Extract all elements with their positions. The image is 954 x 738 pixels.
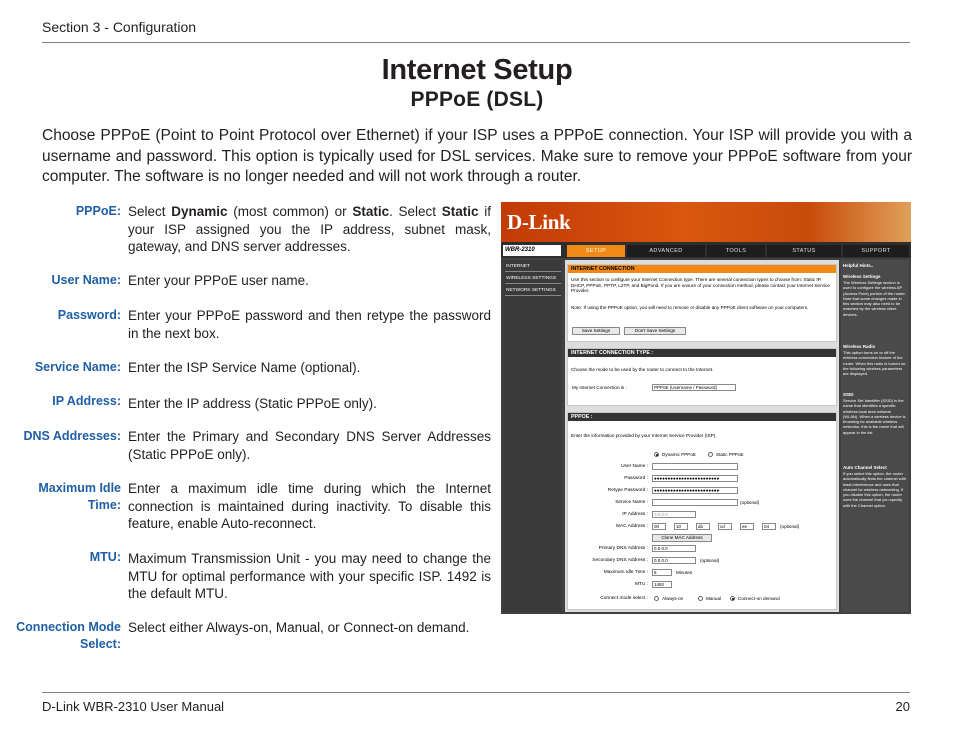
- mac-field-2[interactable]: 10: [674, 523, 688, 530]
- dynamic-pppoe-radio[interactable]: [654, 452, 659, 457]
- panel-title: PPPOE :: [568, 413, 836, 421]
- desc-mtu: Maximum Transmission Unit - you may need to change the MTU for optimal performance with your specific ISP. 1492 is the default MTU.: [128, 551, 491, 601]
- connect-mode-label: Connect mode select :: [600, 596, 648, 601]
- term-max-idle-time: Maximum Idle Time:: [38, 481, 121, 512]
- connection-type-select[interactable]: PPPoE (Username / Password): [652, 384, 736, 391]
- section-header: Section 3 - Configuration: [42, 19, 197, 35]
- help-acs-head: Auto Channel Select: [843, 465, 887, 470]
- secondary-dns-field[interactable]: 0.0.0.0: [652, 557, 696, 564]
- desc-max-idle-time: Enter a maximum idle time during which the Internet connection is maintained during inactivity. To disable this feature, enable Auto-reconnect.: [128, 481, 491, 531]
- tab-support[interactable]: SUPPORT: [843, 245, 909, 257]
- dlink-banner: [501, 202, 911, 242]
- panel-text: Use this section to configure your Internet Connection type. There are several connection types to choose from: Static IP, DHCP, PPPoE, PPTP, L2TP, and BigPond. If you are unsure of your connection method, please contact your Internet Service Provider.: [571, 277, 831, 294]
- password-field[interactable]: ●●●●●●●●●●●●●●●●●●●●●●●●: [652, 475, 738, 482]
- header-rule: [42, 42, 910, 43]
- minutes-label: Minutes: [676, 570, 693, 575]
- mac-field-1[interactable]: 00: [652, 523, 666, 530]
- connection-label: My Internet Connection is :: [572, 385, 627, 390]
- page-subtitle: PPPoE (DSL): [410, 88, 544, 111]
- save-settings-button[interactable]: Save Settings: [572, 327, 620, 335]
- tab-setup[interactable]: SETUP: [567, 245, 625, 257]
- desc-pppoe: Select Dynamic (most common) or Static. Select Static if your ISP assigned you the IP address, subnet mask, gateway, and DNS server addresses.: [128, 204, 491, 254]
- help-wireless-radio-text: This option turns on or off the wireless connection feature of the router. When this radio is turned on, the following wireless parameters are displayed.: [843, 350, 907, 377]
- optional-note: (optional): [740, 500, 760, 505]
- desc-dns-addresses: Enter the Primary and Secondary DNS Server Addresses (Static PPPoE only).: [128, 429, 491, 462]
- mac-field-4[interactable]: cd: [718, 523, 732, 530]
- mtu-field[interactable]: 1492: [652, 581, 672, 588]
- user-name-label: User Name :: [621, 464, 648, 469]
- term-user-name: User Name:: [51, 273, 121, 287]
- connect-on-demand-label: Connect-on demand: [738, 596, 780, 601]
- always-on-radio[interactable]: [654, 596, 659, 601]
- desc-ip-address: Enter the IP address (Static PPPoE only).: [128, 396, 377, 411]
- sidebar-item-wireless[interactable]: WIRELESS SETTINGS: [505, 274, 561, 284]
- term-pppoe: PPPoE:: [75, 204, 121, 218]
- router-sidebar: [503, 260, 561, 612]
- optional-note: (optional): [700, 558, 720, 563]
- static-pppoe-label: Static PPPoE: [716, 452, 744, 457]
- max-idle-field[interactable]: 5: [652, 569, 672, 576]
- dlink-logo: D-Link: [507, 210, 571, 234]
- optional-note: (optional): [780, 524, 800, 529]
- mac-address-label: MAC Address :: [616, 524, 648, 529]
- panel-pppoe: [567, 412, 837, 610]
- manual-label: Manual: [706, 596, 722, 601]
- panel-connection-type: [567, 348, 837, 406]
- footer-manual-title: D-Link WBR-2310 User Manual: [42, 699, 225, 714]
- max-idle-label: Maximum Idle Time :: [603, 570, 648, 575]
- panel-title: INTERNET CONNECTION: [568, 265, 836, 273]
- term-password: Password:: [57, 308, 121, 322]
- page-title: Internet Setup: [381, 54, 573, 86]
- mac-field-3[interactable]: ab: [696, 523, 710, 530]
- router-screenshot: [501, 202, 911, 614]
- term-connection-mode: Connection Mode Select:: [16, 620, 121, 651]
- help-wireless-settings-text: The Wireless Settings section is used to configure the wireless AP (Access Point) portion of the router. Note that some changes made in this section may also need to be matched by the wireless client devices.: [843, 280, 906, 317]
- helpful-hints-panel: [841, 260, 909, 612]
- help-wireless-radio-head: Wireless Radio: [843, 344, 876, 349]
- service-name-field[interactable]: [652, 499, 738, 506]
- panel-text: Choose the mode to be used by the router to connect to the Internet.: [571, 367, 714, 372]
- secondary-dns-label: Secondary DNS Address :: [592, 558, 648, 563]
- retype-password-field[interactable]: ●●●●●●●●●●●●●●●●●●●●●●●●: [652, 487, 738, 494]
- help-acs-text: If you select this option, the router automatically finds the channel with least interference and uses that channel for wireless networking. If you disable this option, the router uses the channel that you specify with the Channel option.: [843, 471, 906, 508]
- ip-address-label: IP Address :: [622, 512, 648, 517]
- mac-field-6[interactable]: 04: [762, 523, 776, 530]
- dynamic-pppoe-label: Dynamic PPPoE: [662, 452, 696, 457]
- primary-dns-label: Primary DNS Address :: [598, 546, 648, 551]
- tab-status[interactable]: STATUS: [767, 245, 841, 257]
- help-ssid-head: SSID: [843, 392, 854, 397]
- tab-tools[interactable]: TOOLS: [707, 245, 765, 257]
- manual-radio[interactable]: [698, 596, 703, 601]
- term-ip-address: IP Address:: [52, 394, 121, 408]
- password-label: Password :: [624, 476, 648, 481]
- sidebar-item-internet[interactable]: INTERNET: [505, 262, 561, 272]
- always-on-label: Always-on: [662, 596, 684, 601]
- term-dns-addresses: DNS Addresses:: [23, 429, 121, 443]
- primary-dns-field[interactable]: 0.0.0.0: [652, 545, 696, 552]
- desc-service-name: Enter the ISP Service Name (optional).: [128, 360, 361, 375]
- retype-password-label: Retype Password :: [607, 488, 648, 493]
- connect-on-demand-radio[interactable]: [730, 596, 735, 601]
- router-main: [565, 260, 839, 612]
- intro-paragraph: Choose PPPoE (Point to Point Protocol over Ethernet) if your ISP uses a PPPoE connection. Your ISP will provide you with a username and password. This option is typically used for DSL services. Make sure to remove your PPPoE software from your computer. The software is no longer needed and will not work through a router.: [42, 127, 912, 185]
- term-mtu: MTU:: [89, 550, 121, 564]
- desc-password: Enter your PPPoE password and then retype the password in the next box.: [128, 308, 491, 341]
- desc-user-name: Enter your PPPoE user name.: [128, 273, 309, 288]
- mac-field-5[interactable]: ee: [740, 523, 754, 530]
- panel-internet-connection: [567, 264, 837, 342]
- mtu-label: MTU :: [634, 582, 648, 587]
- static-pppoe-radio[interactable]: [708, 452, 713, 457]
- term-service-name: Service Name:: [34, 360, 121, 374]
- model-label: WBR-2310: [503, 245, 561, 256]
- ip-address-field[interactable]: 0.0.0.0: [652, 511, 696, 518]
- service-name-label: Service Name :: [615, 500, 648, 505]
- help-title: Helpful Hints..: [843, 263, 874, 268]
- help-ssid-text: Service Set Identifier (SSID) is the name that identifies a specific wireless local area network (WLAN). When a wireless device is browsing for available wireless networks, this is the name that will appear in the list.: [843, 398, 906, 435]
- help-wireless-settings-head: Wireless Settings: [843, 274, 881, 279]
- tab-advanced[interactable]: ADVANCED: [627, 245, 705, 257]
- clone-mac-button[interactable]: Clone MAC Address: [652, 534, 712, 542]
- sidebar-item-network[interactable]: NETWORK SETTINGS: [505, 286, 561, 296]
- page-number: 20: [895, 699, 910, 714]
- user-name-field[interactable]: [652, 463, 738, 470]
- pppoe-note: Note: If using the PPPoE option, you will need to remove or disable any PPPoE client software on your computers.: [571, 305, 809, 310]
- panel-title: INTERNET CONNECTION TYPE :: [568, 349, 836, 357]
- dont-save-button[interactable]: Don't Save Settings: [624, 327, 686, 335]
- desc-connection-mode: Select either Always-on, Manual, or Connect-on demand.: [128, 620, 470, 635]
- footer-rule: [42, 692, 910, 693]
- panel-text: Enter the information provided by your Internet Service Provider (ISP).: [571, 433, 717, 438]
